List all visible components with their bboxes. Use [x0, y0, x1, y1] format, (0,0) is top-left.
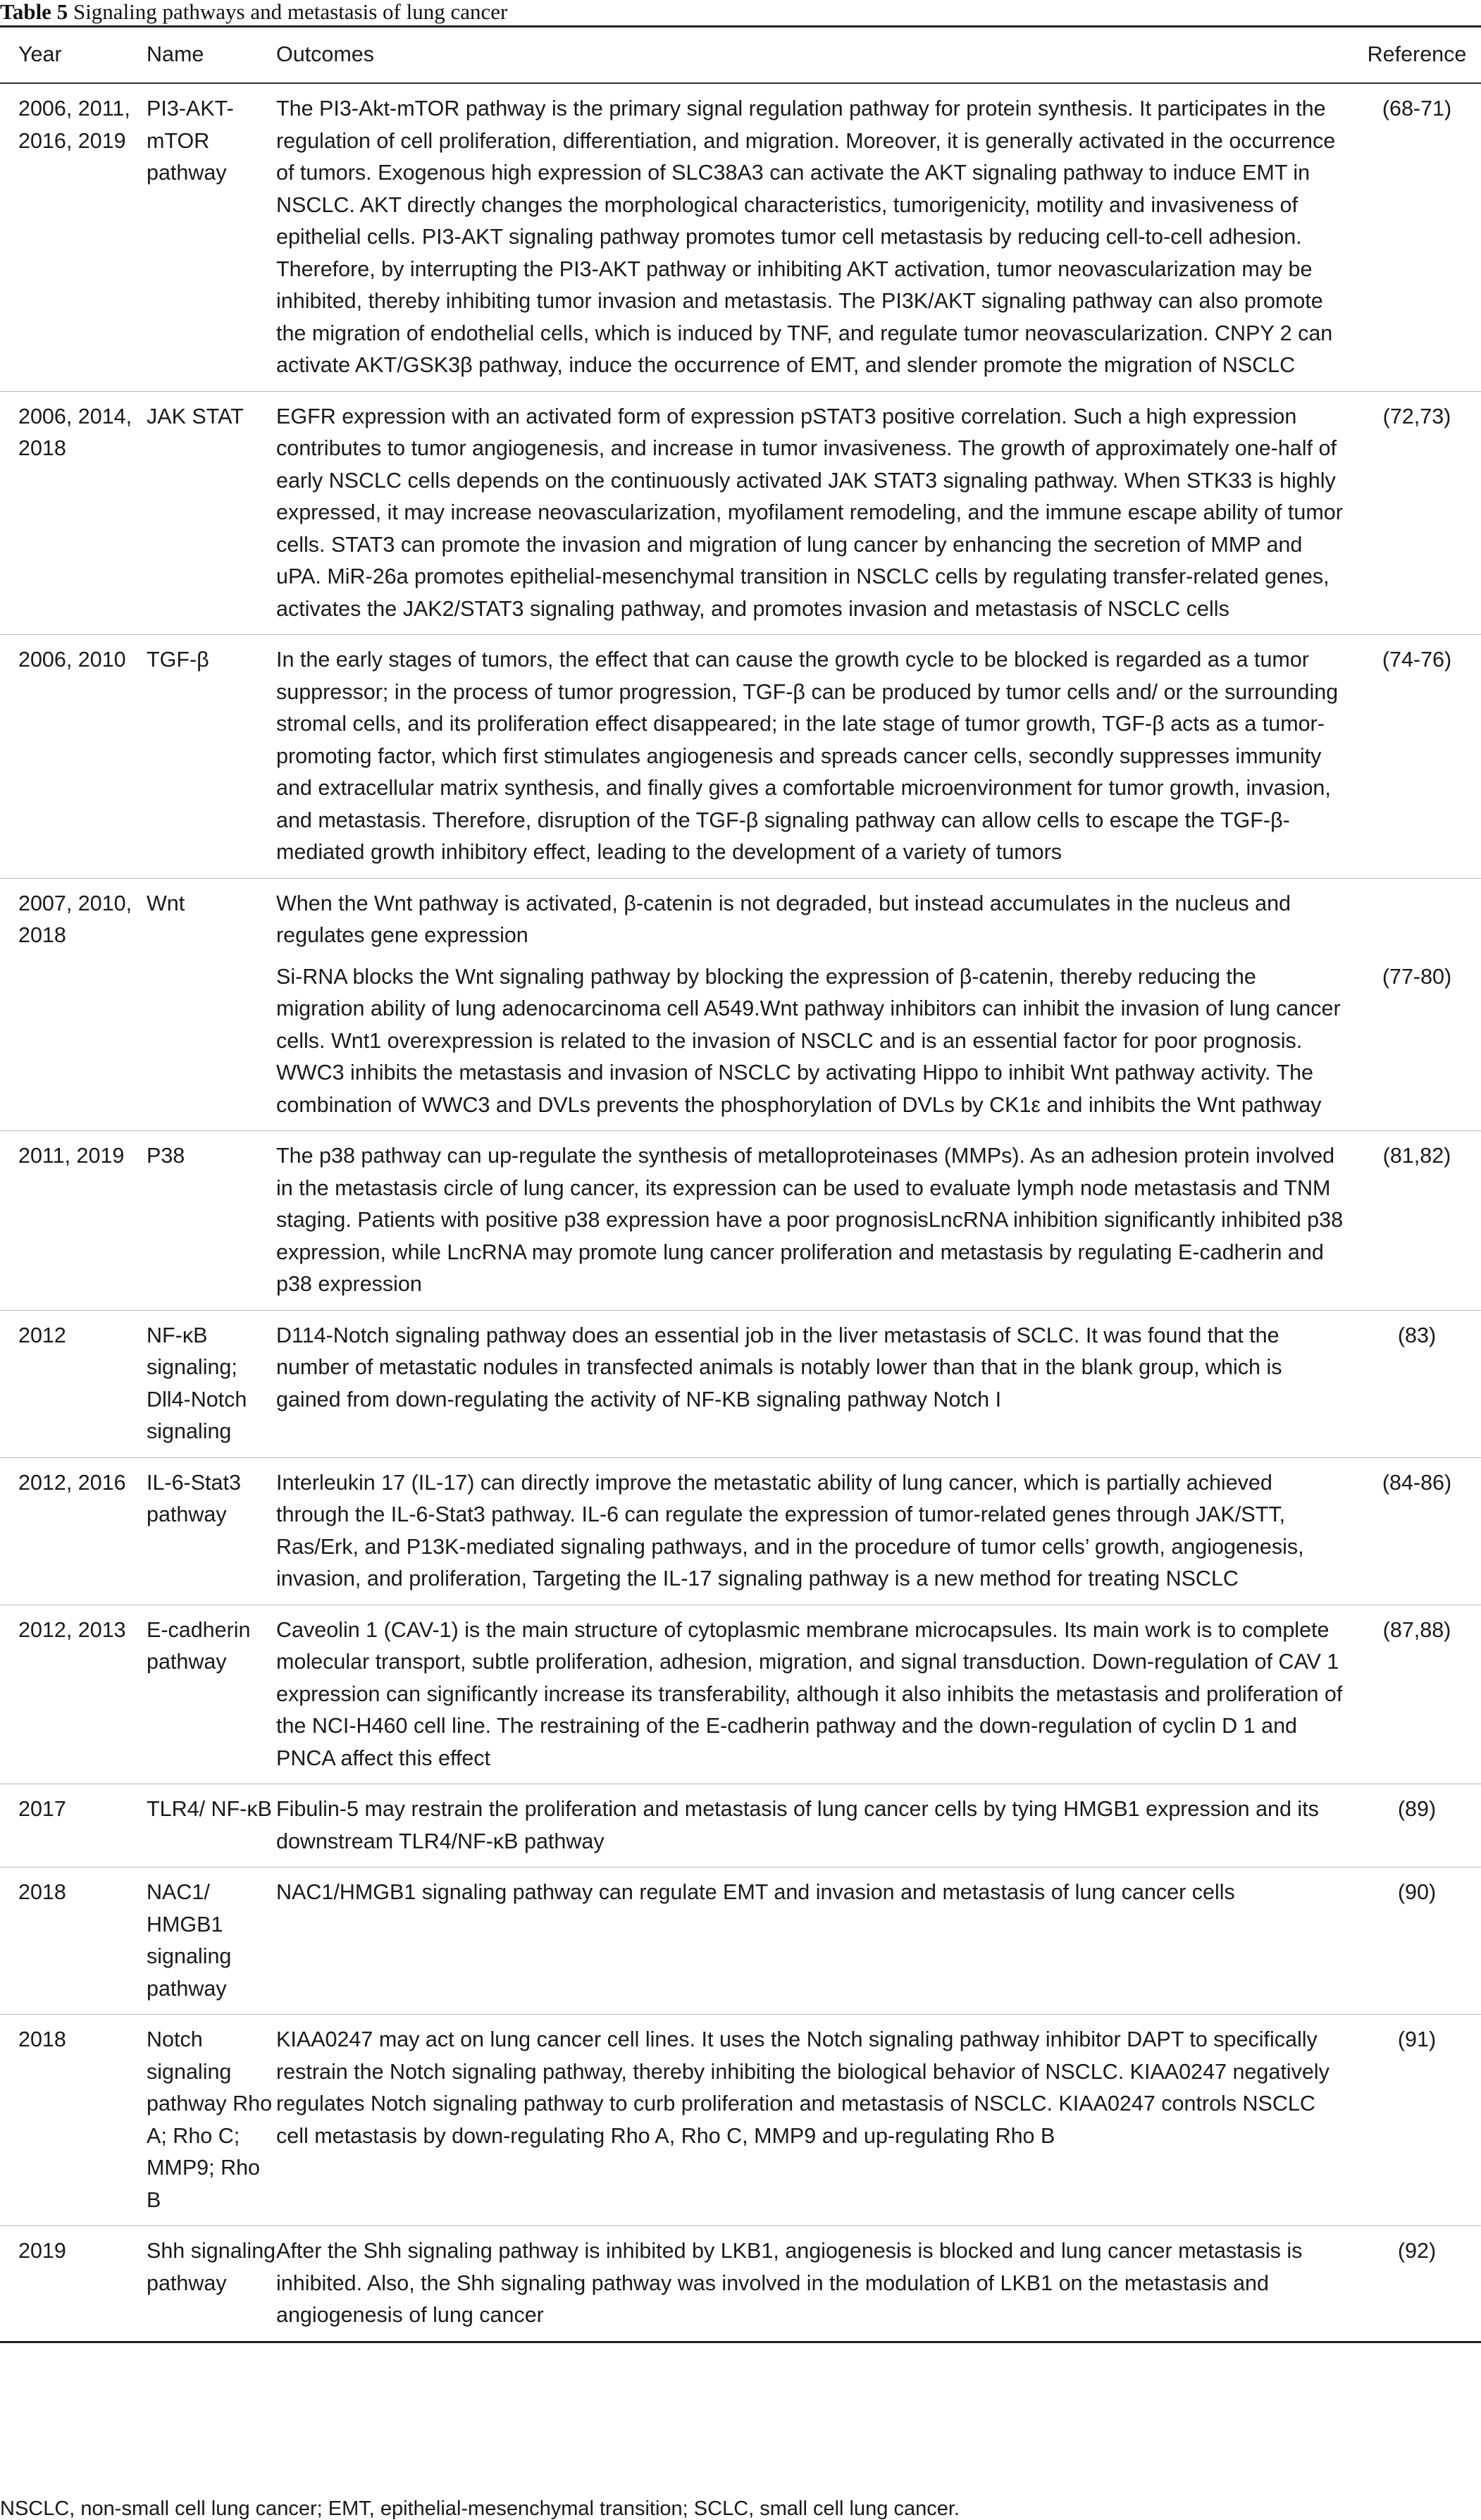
cell-outcome: In the early stages of tumors, the effect that can cause the growth cycle to be blocked is regarded as a tumor suppressor; in the process of tumor progression, TGF-β can be produced by tumor cells and/ or the surrounding stromal cells, and its proliferation effect disappeared; in the late stage of tumor growth, TGF-β acts as a tumor-promoting factor, which first stimulates angiogenesis and spreads cancer cells, secondly suppresses immunity and extracellular matrix synthesis, and finally gives a comfortable microenvironment for tumor growth, invasion, and metastasis. Therefore, disruption of the TGF-β signaling pathway can allow cells to escape the TGF-β-mediated growth inhibitory effect, leading to the development of a variety of tumors [276, 635, 1353, 879]
table-row [0, 2015, 1481, 2226]
cell-outcome: After the Shh signaling pathway is inhibited by LKB1, angiogenesis is blocked and lung cancer metastasis is inhibited. Also, the Shh signaling pathway was involved in the modulation of LKB1 on the metastasis and angiogenesis of lung cancer [276, 2239, 1303, 2327]
cell-reference: (84-86) [1353, 1457, 1481, 1605]
table-row [0, 1310, 1481, 1457]
cell-year: 2012 [0, 1310, 147, 1457]
table-row [0, 1867, 1481, 2015]
cell-outcome: The p38 pathway can up-regulate the synthesis of metalloproteinases (MMPs). As an adhesion protein involved in the metastasis circle of lung cancer, its expression can be used to evaluate lymph node metastasis and TNM staging. Patients with positive p38 expression have a poor prognosisLncRNA inhibition significantly inhibited p38 expression, while LncRNA may promote lung cancer proliferation and metastasis by regulating E-cadherin and p38 expression [276, 1131, 1353, 1311]
header-name: Name [147, 27, 276, 84]
cell-outcome: D114-Notch signaling pathway does an essential job in the liver metastasis of SCLC. It was found that the number of metastatic nodules in transfected animals is notably lower than that in the blank group, which is gained from down-regulating the activity of NF-KB signaling pathway Notch I [276, 1310, 1353, 1457]
cell-name: TGF-β [147, 635, 276, 879]
header-year: Year [0, 27, 147, 84]
cell-outcome: EGFR expression with an activated form of expression pSTAT3 positive correlation. Such a high expression contributes to tumor angiogenesis, and increase in tumor invasiveness. The growth of approximately one-half of early NSCLC cells depends on the continuously activated JAK STAT3 signaling pathway. When STK33 is highly expressed, it may increase neovascularization, myofilament remodeling, and the immune escape ability of tumor cells. STAT3 can promote the invasion and migration of lung cancer by enhancing the secretion of MMP and uPA. MiR-26a promotes epithelial-mesenchymal transition in NSCLC cells by regulating transfer-related genes, activates the JAK2/STAT3 signaling pathway, and promotes invasion and metastasis of NSCLC cells [276, 391, 1353, 635]
table-row [0, 1457, 1481, 1605]
cell-name: Wnt [147, 891, 185, 915]
cell-name: NF-κB signaling; Dll4-Notch signaling [147, 1310, 276, 1457]
signaling-pathways-table [0, 25, 1481, 2343]
cell-reference: (83) [1353, 1310, 1481, 1457]
cell-year: 2019 [18, 2239, 66, 2263]
cell-year: 2012, 2016 [0, 1457, 147, 1605]
cell-year: 2006, 2011, 2016, 2019 [0, 83, 147, 391]
table-row [0, 635, 1481, 879]
cell-name: PI3-AKT-mTOR pathway [147, 83, 276, 391]
cell-reference: (77-80) [1353, 961, 1481, 1131]
cell-year: 2011, 2019 [0, 1131, 147, 1311]
cell-outcome: Si-RNA blocks the Wnt signaling pathway by blocking the expression of β-catenin, thereby reducing the migration ability of lung adenocarcinoma cell A549.Wnt pathway inhibitors can inhibit the invasion of lung cancer cells. Wnt1 overexpression is related to the invasion of NSCLC and is an essential factor for poor prognosis. WWC3 inhibits the metastasis and invasion of NSCLC by activating Hippo to inhibit Wnt pathway activity. The combination of WWC3 and DVLs prevents the phosphorylation of DVLs by CK1ε and inhibits the Wnt pathway [276, 961, 1353, 1131]
cell-outcome: NAC1/HMGB1 signaling pathway can regulate EMT and invasion and metastasis of lung cancer cells [276, 1867, 1353, 2015]
cell-outcome: When the Wnt pathway is activated, β-catenin is not degraded, but instead accumulates in the nucleus and regulates gene expression [276, 891, 1291, 947]
cell-name: NAC1/ HMGB1 signaling pathway [147, 1867, 276, 2015]
table-row [0, 83, 1481, 391]
cell-reference: (74-76) [1353, 635, 1481, 879]
table-row [0, 2226, 1481, 2342]
cell-reference: (87,88) [1353, 1605, 1481, 1784]
cell-year: 2012, 2013 [0, 1605, 147, 1784]
table-row [0, 878, 1481, 961]
table-row [0, 1784, 1481, 1867]
cell-year: 2018 [0, 1867, 147, 2015]
cell-outcome: KIAA0247 may act on lung cancer cell lines. It uses the Notch signaling pathway inhibitor DAPT to specifically restrain the Notch signaling pathway, thereby inhibiting the biological behavior of NSCLC. KIAA0247 negatively regulates Notch signaling pathway to curb proliferation and metastasis of NSCLC. KIAA0247 controls NSCLC cell metastasis by down-regulating Rho A, Rho C, MMP9 and up-regulating Rho B [276, 2015, 1353, 2226]
cell-year: 2006, 2014, 2018 [0, 391, 147, 635]
header-outcomes: Outcomes [276, 27, 1353, 84]
cell-name: TLR4/ NF-κB [147, 1784, 276, 1867]
cell-name [147, 961, 276, 1131]
cell-outcome: Interleukin 17 (IL-17) can directly improve the metastatic ability of lung cancer, which is partially achieved through the IL-6-Stat3 pathway. IL-6 can regulate the expression of tumor-related genes through JAK/STT, Ras/Erk, and P13K-mediated signaling pathways, and in the procedure of tumor cells’ growth, angiogenesis, invasion, and proliferation, Targeting the IL-17 signaling pathway is a new method for treating NSCLC [276, 1457, 1353, 1605]
cell-reference: (90) [1353, 1867, 1481, 2015]
cell-name: Shh signaling pathway [147, 2239, 276, 2295]
cell-name: Notch signaling pathway Rho A; Rho C; MMP9; Rho B [147, 2015, 276, 2226]
table-row [0, 961, 1481, 1131]
table-footnote: NSCLC, non-small cell lung cancer; EMT, epithelial-mesenchymal transition; SCLC, small cell lung cancer. [0, 2497, 960, 2520]
table-row [0, 391, 1481, 635]
cell-name: E-cadherin pathway [147, 1605, 276, 1784]
cell-year: 2007, 2010, 2018 [18, 891, 132, 947]
cell-reference: (72,73) [1353, 391, 1481, 635]
cell-year: 2006, 2010 [0, 635, 147, 879]
cell-name: IL-6-Stat3 pathway [147, 1457, 276, 1605]
cell-name: JAK STAT [147, 391, 276, 635]
cell-outcome: The PI3-Akt-mTOR pathway is the primary signal regulation pathway for protein synthesis. It participates in the regulation of cell proliferation, differentiation, and migration. Moreover, it is generally activated in the occurrence of tumors. Exogenous high expression of SLC38A3 can activate the AKT signaling pathway to induce EMT in NSCLC. AKT directly changes the morphological characteristics, tumorigenicity, motility and invasiveness of epithelial cells. PI3-AKT signaling pathway promotes tumor cell metastasis by reducing cell-to-cell adhesion. Therefore, by interrupting the PI3-AKT pathway or inhibiting AKT activation, tumor neovascularization may be inhibited, thereby inhibiting tumor invasion and metastasis. The PI3K/AKT signaling pathway can also promote the migration of endothelial cells, which is induced by TNF, and regulate tumor neovascularization. CNPY 2 can activate AKT/GSK3β pathway, induce the occurrence of EMT, and slender promote the migration of NSCLC [276, 83, 1353, 391]
table-header-row [0, 27, 1481, 84]
cell-year: 2018 [0, 2015, 147, 2226]
cell-name: P38 [147, 1131, 276, 1311]
cell-outcome: Caveolin 1 (CAV-1) is the main structure of cytoplasmic membrane microcapsules. Its main work is to complete molecular transport, subtle proliferation, adhesion, migration, and signal transduction. Down-regulation of CAV 1 expression can significantly increase its transferability, although it also inhibits the metastasis and proliferation of the NCI-H460 cell line. The restraining of the E-cadherin pathway and the down-regulation of cyclin D 1 and PNCA affect this effect [276, 1605, 1353, 1784]
cell-reference: (92) [1397, 2239, 1437, 2263]
table-row [0, 1605, 1481, 1784]
table-caption-title: Signaling pathways and metastasis of lung cancer [73, 0, 508, 24]
table-caption [0, 0, 507, 28]
cell-reference: (81,82) [1353, 1131, 1481, 1311]
cell-year: 2017 [0, 1784, 147, 1867]
cell-reference: (89) [1353, 1784, 1481, 1867]
cell-reference: (91) [1353, 2015, 1481, 2226]
cell-reference: (68-71) [1353, 83, 1481, 391]
cell-reference [1353, 878, 1481, 961]
header-reference: Reference [1353, 27, 1481, 84]
cell-year [0, 961, 147, 1131]
table-caption-label: Table 5 [0, 0, 68, 24]
cell-outcome: Fibulin-5 may restrain the proliferation and metastasis of lung cancer cells by tying HMGB1 expression and its downstream TLR4/NF-κB pathway [276, 1784, 1353, 1867]
table-row [0, 1131, 1481, 1311]
